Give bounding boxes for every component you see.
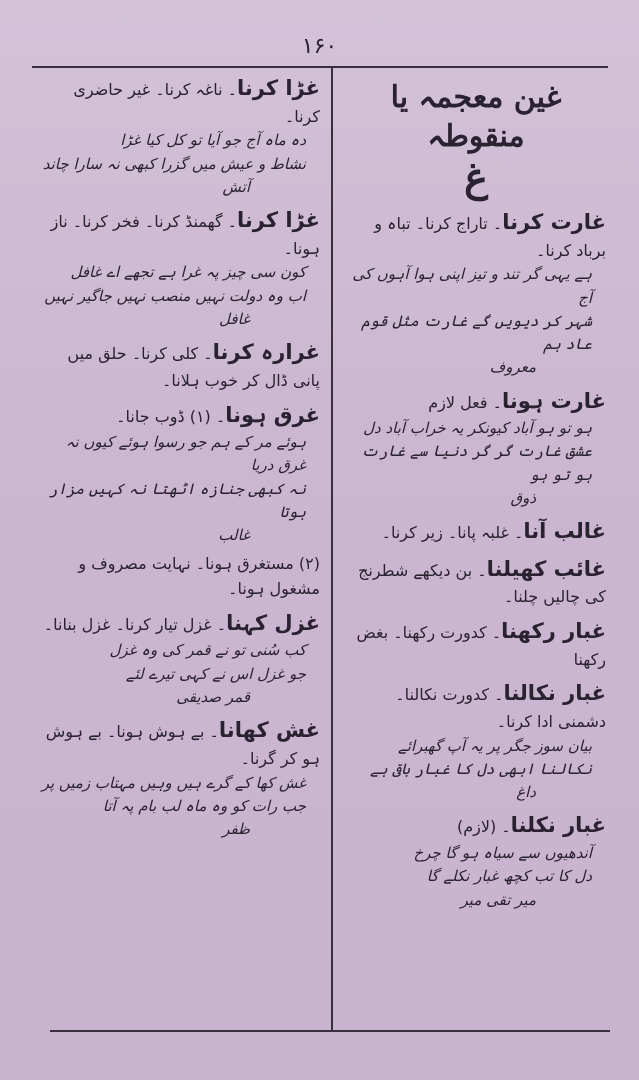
entry-line	[346, 677, 606, 734]
dictionary-entry	[346, 385, 606, 511]
entry-line	[38, 204, 320, 261]
poet-name: غالب	[218, 526, 250, 545]
poet-name: غافل	[219, 309, 250, 328]
entry-definition: ۔ کدورت نکالنا۔ دشمنی ادا کرنا۔	[395, 685, 606, 731]
verse-line: دہ ماہ آج جو آیا تو کل کیا غڑا	[120, 131, 306, 150]
dictionary-entry	[38, 336, 320, 393]
top-rule	[32, 66, 608, 68]
entry-definition: (۲) مستغرق ہونا۔ نہایت مصروف و مشغول ہونا۔	[78, 554, 320, 599]
dictionary-entry	[38, 714, 320, 841]
verse-line: غش کھا کے گرے ہیں وہیں مہتاب زمیں پر	[41, 773, 306, 792]
verse-line: بیان سوز جگر پر یہ آپ گھبرائے	[398, 736, 592, 755]
verse-line: جب رات کو وہ ماہ لب بام پہ آتا	[102, 796, 306, 815]
entry-definition: ۔ غزل تیار کرنا۔ غزل بنانا۔	[43, 614, 227, 634]
entry-definition: ۔ تاراج کرنا۔ تباہ و برباد کرنا۔	[374, 214, 606, 260]
poet-name: قمر صدیقی	[176, 687, 250, 706]
verse-line: عشق غارت گر گر دنیا سے غارت ہو تو ہو	[361, 442, 592, 484]
verse-line: نکالنا ابھی دل کا غبار باقی ہے	[370, 759, 592, 778]
verse-line: شہر کر دیویں گے غارت مثل قوم عاد ہم	[361, 311, 592, 354]
poet-name: میر تقی میر	[460, 890, 536, 909]
verse-line: نشاط و عیش میں گزرا کبھی نہ سارا چاند	[42, 154, 306, 173]
dictionary-entry	[346, 615, 606, 672]
right-column	[342, 72, 610, 917]
entry-line	[38, 552, 320, 602]
entry-line	[346, 553, 606, 610]
entry-line	[38, 336, 320, 393]
entry-headword: غارت کرنا	[502, 210, 606, 234]
dictionary-entry	[346, 206, 606, 380]
entry-headword: غڑا کرنا	[237, 208, 320, 233]
entry-definition: ۔ ناغہ کرنا۔ غیر حاضری کرنا۔	[73, 80, 320, 126]
section-heading: غین معجمہ یا منقوطہ	[390, 80, 562, 154]
entry-definition: ۔ (لازم)	[456, 817, 511, 837]
entry-line	[346, 206, 606, 263]
entry-definition: ۔ غلبہ پانا۔ زیر کرنا۔	[381, 523, 524, 543]
entry-definition: ۔ بے ہوش ہونا۔ بے ہوش ہو کر گرنا۔	[45, 722, 320, 768]
verse-line: ہو تو ہو آباد کیونکر یہ خراب آباد دل	[363, 419, 592, 438]
entry-headword: غبار رکھنا	[501, 619, 606, 644]
entry-headword: غارت ہونا	[502, 388, 606, 413]
verse-line: جو غزل اس نے کہی تیرے لئے	[125, 664, 306, 683]
verse-line: دل کا تب کچھ غبار نکلے گا	[426, 867, 592, 886]
dictionary-entry	[38, 399, 320, 548]
entry-headword: غالب آنا	[523, 519, 606, 544]
column-divider	[331, 66, 333, 1030]
entry-headword: غش کھانا	[218, 718, 320, 743]
entry-definition: ۔ فعل لازم	[428, 392, 503, 412]
entry-definition: ۔ کلی کرنا۔ حلق میں پانی ڈال کر خوب ہلانا۔	[67, 344, 320, 390]
verse-line: آندھیوں سے سیاہ ہو گا چرخ	[413, 844, 592, 863]
verse-line: کون سی چیز پہ غرا ہے تجھے اے غافل	[70, 263, 306, 282]
entry-headword: غبار نکالنا	[503, 681, 606, 706]
poet-name: آتش	[222, 177, 250, 196]
verse-line: اب وہ دولت نہیں منصب نہیں جاگیر نہیں	[44, 286, 306, 305]
entry-headword: غرق ہونا	[225, 402, 320, 427]
dictionary-entry	[38, 607, 320, 709]
entry-definition: ۔ بن دیکھے شطرنج کی چالیں چلنا۔	[358, 560, 606, 607]
dictionary-entry	[38, 204, 320, 331]
page-number: ۱۶۰	[301, 34, 338, 59]
entry-headword: غرارہ کرنا	[212, 340, 320, 365]
poet-name: ذوق	[510, 488, 536, 507]
entry-line	[346, 615, 606, 672]
section-letter: غ	[464, 154, 488, 201]
right-entries	[346, 206, 606, 912]
entry-headword: غبار نکلنا	[510, 813, 606, 838]
dictionary-entry	[38, 552, 320, 602]
entry-definition: ۔ (۱) ڈوب جانا۔	[116, 406, 226, 426]
entry-headword: غڑا کرنا	[237, 76, 320, 100]
dictionary-entry	[346, 515, 606, 548]
verse-line: کب سُنی تو نے قمر کی وہ غزل	[109, 641, 306, 660]
entry-line	[346, 515, 606, 548]
dictionary-entry	[346, 553, 606, 610]
dictionary-entry	[346, 809, 606, 911]
entry-line	[38, 72, 320, 129]
poet-name: معروف	[489, 358, 536, 377]
entry-headword: غزل کہنا	[226, 610, 320, 635]
left-column	[34, 72, 324, 846]
verse-line: ہے یہی گر تند و تیز اپنی ہوا آہوں کی آج	[352, 265, 592, 307]
dictionary-entry	[346, 677, 606, 804]
dictionary-entry	[38, 72, 320, 199]
poet-name: ظفر	[222, 820, 250, 839]
entry-line	[38, 399, 320, 432]
entry-line	[346, 385, 606, 418]
entry-definition: ۔ کدورت رکھنا۔ بغض رکھنا	[356, 623, 606, 669]
verse-line: ہوئے مر کے ہم جو رسوا ہوئے کیوں نہ غرق دریا	[65, 433, 306, 475]
verse-line: نہ کبھی جنازہ اٹھتا نہ کہیں مزار ہوتا	[48, 479, 306, 521]
entry-headword: غائب کھیلنا	[486, 556, 606, 581]
entry-line	[38, 714, 320, 771]
poet-name: داغ	[516, 783, 536, 802]
left-entries	[38, 72, 320, 841]
bottom-rule	[50, 1030, 610, 1032]
entry-line	[346, 809, 606, 842]
entry-definition: ۔ گھمنڈ کرنا۔ فخر کرنا۔ ناز ہونا۔	[50, 212, 320, 258]
entry-line	[38, 607, 320, 640]
